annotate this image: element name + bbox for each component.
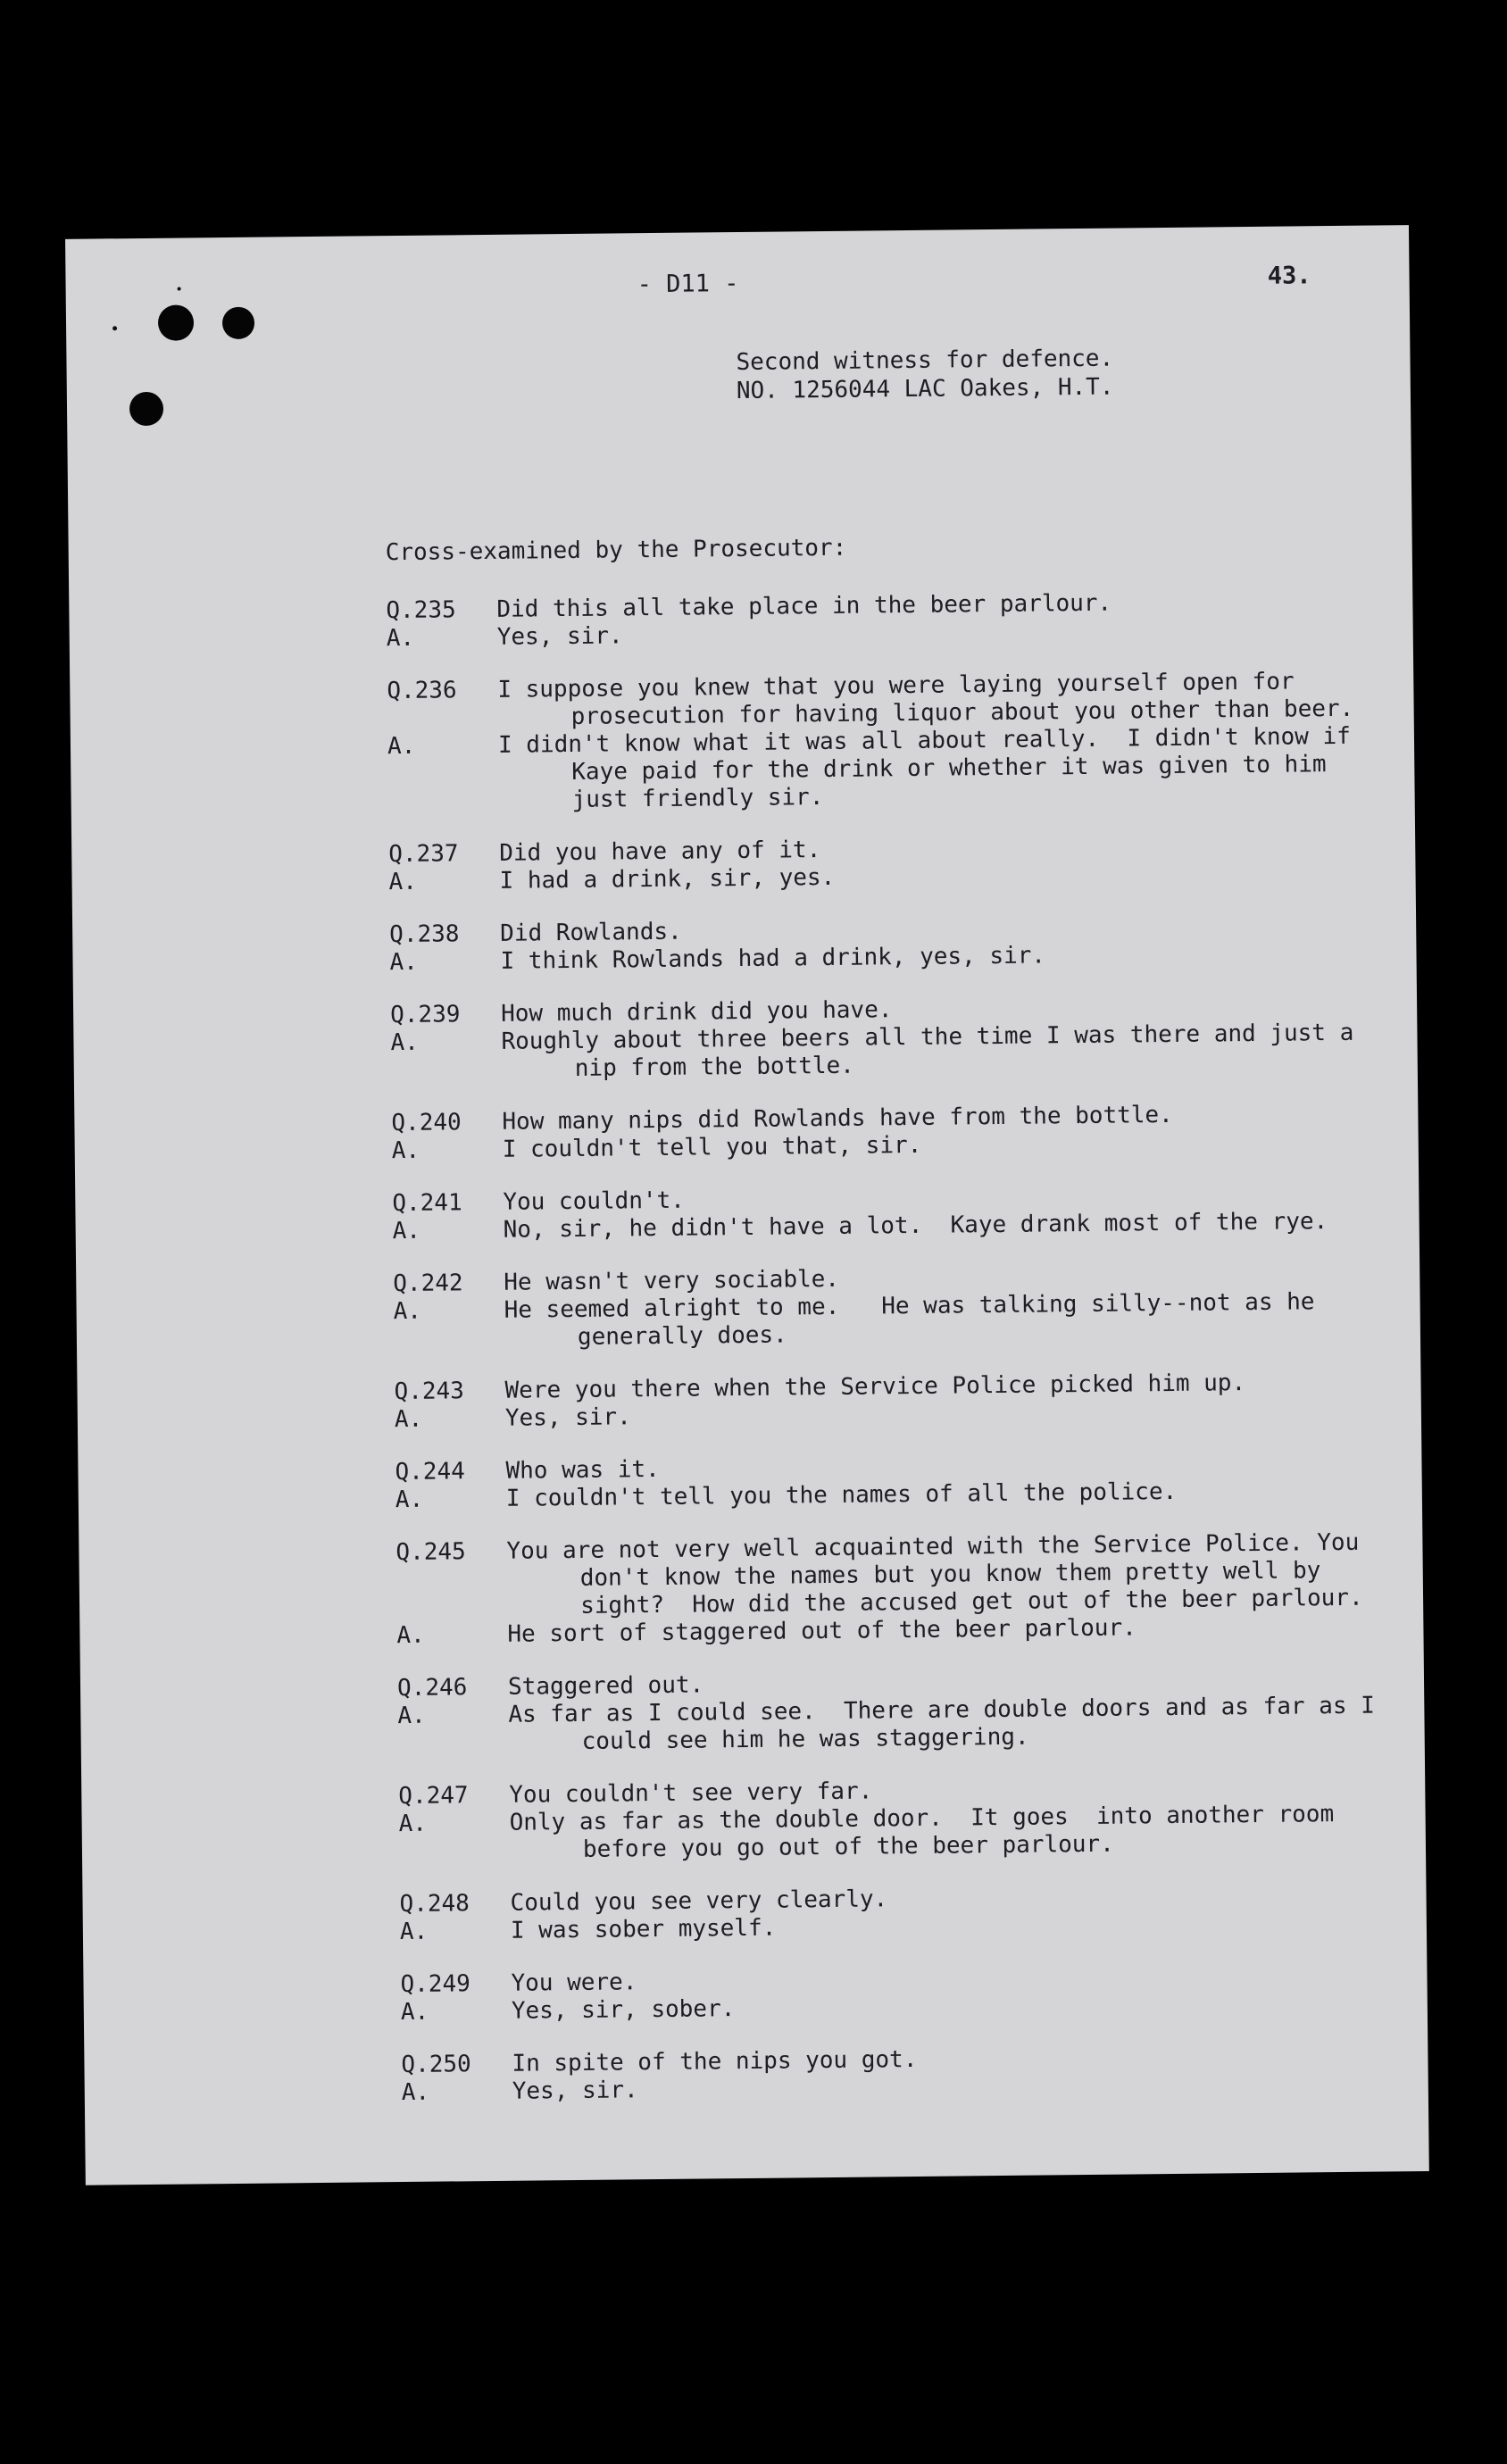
answer-number: A.	[391, 1136, 420, 1165]
answer-row	[393, 1287, 1394, 1353]
question-text: Were you there when the Service Police picked him up.	[504, 1369, 1246, 1404]
answer-number: A.	[395, 1486, 424, 1514]
answer-number: A.	[393, 1297, 422, 1326]
question-text: Who was it.	[505, 1455, 660, 1485]
answer-text: Yes, sir.	[496, 622, 623, 651]
question-number: Q.238	[389, 920, 460, 949]
question-number: Q.236	[387, 677, 457, 705]
question-number: Q.247	[398, 1782, 469, 1811]
qa-pair	[397, 1664, 1398, 1758]
answer-text: I couldn't tell you the names of all the police.	[505, 1478, 1178, 1512]
question-number: Q.235	[386, 596, 456, 625]
answer-row	[387, 722, 1388, 816]
qa-pair	[398, 1772, 1399, 1866]
answer-text: No, sir, he didn't have a lot. Kaye drank most of the rye.	[503, 1208, 1328, 1244]
document-page	[65, 225, 1429, 2185]
qa-pair	[401, 2041, 1402, 2107]
question-text: Could you see very clearly.	[510, 1885, 888, 1917]
qa-pair	[393, 1260, 1394, 1353]
answer-number: A.	[396, 1621, 425, 1650]
qa-pair	[400, 1960, 1401, 2027]
page-number: 43.	[1267, 262, 1311, 290]
question-row	[395, 1528, 1396, 1622]
answer-number: A.	[387, 732, 416, 761]
question-text: I suppose you knew that you were laying yourself open for prosecution for having liquor about you other than beer.	[497, 668, 1354, 730]
qa-pair	[395, 1448, 1395, 1514]
witness-identity: NO. 1256044 LAC Oakes, H.T.	[736, 373, 1114, 405]
answer-row	[397, 1692, 1398, 1758]
question-text: You are not very well acquainted with the Service Police. You don't know the names but you know them pretty well by sight? How did the accused get out of the beer parlour.	[506, 1528, 1374, 1619]
question-number: Q.250	[401, 2051, 471, 2079]
answer-number: A.	[386, 624, 415, 653]
answer-text: Yes, sir.	[504, 1403, 631, 1432]
question-text: You couldn't see very far.	[509, 1777, 873, 1809]
answer-text: I had a drink, sir, yes.	[499, 863, 836, 895]
qa-pair	[388, 830, 1389, 896]
answer-number: A.	[398, 1810, 428, 1838]
answer-number: A.	[399, 1918, 429, 1946]
ink-speck	[112, 326, 117, 330]
qa-pair	[389, 911, 1390, 977]
answer-number: A.	[397, 1702, 426, 1730]
question-text: How many nips did Rowlands have from the bottle.	[502, 1101, 1173, 1136]
question-number: Q.240	[391, 1109, 462, 1137]
answer-number: A.	[390, 1028, 419, 1057]
answer-text: He sort of staggered out of the beer parlour.	[507, 1614, 1136, 1648]
question-text: He wasn't very sociable.	[504, 1265, 840, 1296]
question-number: Q.241	[392, 1189, 462, 1218]
section-heading: Cross-examined by the Prosecutor:	[385, 534, 847, 567]
question-text: Did you have any of it.	[499, 837, 821, 867]
answer-text: I think Rowlands had a drink, yes, sir.	[500, 942, 1046, 975]
ink-speck	[178, 287, 181, 291]
question-text: Did Rowlands.	[500, 918, 682, 947]
answer-number: A.	[389, 948, 419, 977]
question-number: Q.243	[394, 1378, 465, 1406]
witness-title: Second witness for defence.	[736, 345, 1114, 377]
question-number: Q.244	[395, 1458, 465, 1486]
witness-block	[736, 345, 1113, 405]
answer-number: A.	[401, 2078, 430, 2107]
qa-pair	[392, 1179, 1393, 1245]
qa-pair	[387, 667, 1388, 816]
qa-pair	[394, 1368, 1395, 1434]
answer-text: I didn't know what it was all about really. I didn't know if Kaye paid for the drink or whether it was given to him just friendly sir.	[497, 722, 1365, 813]
question-text: In spite of the nips you got.	[512, 2045, 918, 2077]
question-row	[387, 667, 1387, 733]
answer-text: I couldn't tell you that, sir.	[502, 1131, 922, 1163]
question-text: Did this all take place in the beer parlour.	[496, 589, 1112, 623]
question-number: Q.245	[395, 1538, 466, 1567]
answer-row	[398, 1800, 1399, 1866]
header-mark: - D11 -	[637, 269, 739, 299]
question-text: Staggered out.	[507, 1671, 704, 1701]
question-number: Q.248	[399, 1890, 470, 1919]
answer-text: As far as I could see. There are double doors and as far as I could see him he was staggering.	[508, 1692, 1389, 1755]
punch-hole	[158, 304, 194, 340]
answer-text: He seemed alright to me. He was talking silly--not as he generally does.	[504, 1288, 1329, 1351]
question-number: Q.237	[388, 840, 459, 869]
answer-number: A.	[394, 1405, 423, 1434]
answer-number: A.	[392, 1217, 421, 1245]
qa-pair	[386, 587, 1386, 653]
qa-list	[386, 587, 1402, 2132]
question-text: You were.	[511, 1969, 637, 1997]
answer-text: Roughly about three beers all the time I was there and just a nip from the bottle.	[501, 1019, 1369, 1082]
answer-number: A.	[388, 868, 418, 896]
question-number: Q.246	[396, 1674, 468, 1702]
answer-text: Yes, sir, sober.	[511, 1995, 736, 2025]
question-number: Q.239	[390, 1001, 461, 1029]
answer-text: Yes, sir.	[512, 2077, 638, 2105]
answer-row	[390, 1019, 1391, 1085]
question-text: How much drink did you have.	[500, 996, 893, 1028]
qa-pair	[390, 991, 1391, 1085]
qa-pair	[391, 1099, 1392, 1165]
question-number: Q.249	[400, 1970, 470, 1999]
question-number: Q.242	[393, 1269, 463, 1298]
punch-hole	[222, 307, 254, 339]
qa-pair	[399, 1880, 1400, 1946]
answer-number: A.	[400, 1998, 429, 2027]
answer-text: Only as far as the double door. It goes into another room before you go out of the beer parlour.	[509, 1800, 1348, 1863]
answer-text: I was sober myself.	[510, 1914, 777, 1944]
punch-hole	[129, 392, 163, 426]
question-text: You couldn't.	[503, 1186, 686, 1216]
qa-pair	[395, 1528, 1396, 1650]
